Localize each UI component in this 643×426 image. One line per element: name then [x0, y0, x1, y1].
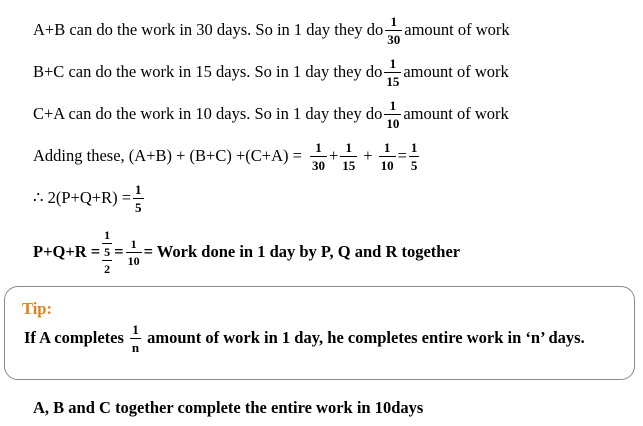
denominator: 5: [410, 157, 418, 173]
numerator: 1: [345, 139, 352, 155]
numerator: 1: [130, 236, 137, 251]
statement-pqr: [33, 220, 460, 284]
denominator: 10: [127, 253, 140, 268]
pqr-inner-fraction: [102, 229, 112, 258]
equals-sign: =: [114, 242, 124, 261]
plus-sign: +: [328, 146, 339, 165]
statement-adding: [33, 138, 421, 174]
pqr-suffix: = Work done in 1 day by P, Q and R together: [143, 242, 461, 261]
denominator: 30: [311, 157, 325, 173]
fraction-bar: [340, 156, 357, 157]
ca-denominator: 10: [386, 115, 400, 131]
denominator: 5: [104, 245, 111, 259]
tip-fraction: [130, 323, 141, 354]
ab-suffix: amount of work: [404, 20, 510, 39]
fraction-bar: [126, 252, 142, 253]
numerator: 1: [135, 181, 142, 197]
fraction-bar: [133, 198, 144, 199]
numerator: 1: [315, 139, 322, 155]
tip-after: amount of work in 1 day, he completes entire work in ‘n’ days.: [147, 328, 585, 347]
fraction-bar: [384, 72, 401, 73]
ca-text: C+A can do the work in 10 days. So in 1 day they do: [33, 104, 383, 123]
denominator: n: [131, 339, 140, 355]
statement-therefore: [33, 180, 146, 216]
bc-suffix: amount of work: [403, 62, 509, 81]
statement-ca: [33, 96, 509, 132]
adding-fraction-3: [379, 141, 396, 172]
numerator: 1: [104, 228, 111, 242]
denominator: 2: [104, 262, 111, 276]
bc-denominator: 15: [386, 73, 400, 89]
denominator: 10: [380, 157, 394, 173]
adding-fraction-1: [310, 141, 327, 172]
denominator: 5: [135, 199, 142, 215]
equals-sign: =: [397, 146, 407, 165]
ab-fraction: [385, 15, 402, 46]
conclusion: A, B and C together complete the entire work in 10days: [33, 398, 424, 417]
fraction-bar: [310, 156, 327, 157]
pqr-result-fraction: [126, 238, 142, 267]
fraction-bar: [102, 243, 112, 244]
ab-denominator: 30: [387, 31, 401, 47]
fraction-bar: [130, 338, 141, 339]
plus-sign: +: [363, 146, 373, 165]
ab-numerator: 1: [390, 13, 398, 29]
adding-fraction-2: [340, 141, 357, 172]
tip-text: [24, 320, 585, 356]
bc-fraction: [384, 57, 401, 88]
ca-numerator: 1: [389, 97, 397, 113]
numerator: 1: [132, 321, 139, 337]
fraction-bar: [385, 30, 402, 31]
therefore-fraction: [133, 183, 144, 214]
fraction-bar: [102, 260, 112, 261]
therefore-text: ∴ 2(P+Q+R) =: [33, 188, 132, 207]
numerator: 1: [410, 139, 418, 155]
statement-bc: [33, 54, 509, 90]
ca-fraction: [384, 99, 401, 130]
pqr-text: P+Q+R =: [33, 242, 101, 261]
numerator: 1: [383, 139, 391, 155]
adding-text: Adding these, (A+B) + (B+C) +(C+A) =: [33, 146, 302, 165]
statement-ab: [33, 12, 510, 48]
bc-numerator: 1: [389, 55, 397, 71]
bc-text: B+C can do the work in 15 days. So in 1 day they do: [33, 62, 383, 81]
tip-before: If A completes: [24, 328, 124, 347]
tip-label: Tip:: [22, 299, 52, 318]
fraction-bar: [384, 114, 401, 115]
ab-text: A+B can do the work in 30 days. So in 1 day they do: [33, 20, 384, 39]
denominator: 15: [342, 157, 356, 173]
ca-suffix: amount of work: [403, 104, 509, 123]
fraction-bar: [379, 156, 396, 157]
fraction-bar: [409, 156, 420, 157]
pqr-compound-fraction: [102, 229, 112, 275]
adding-fraction-result: [409, 141, 420, 172]
